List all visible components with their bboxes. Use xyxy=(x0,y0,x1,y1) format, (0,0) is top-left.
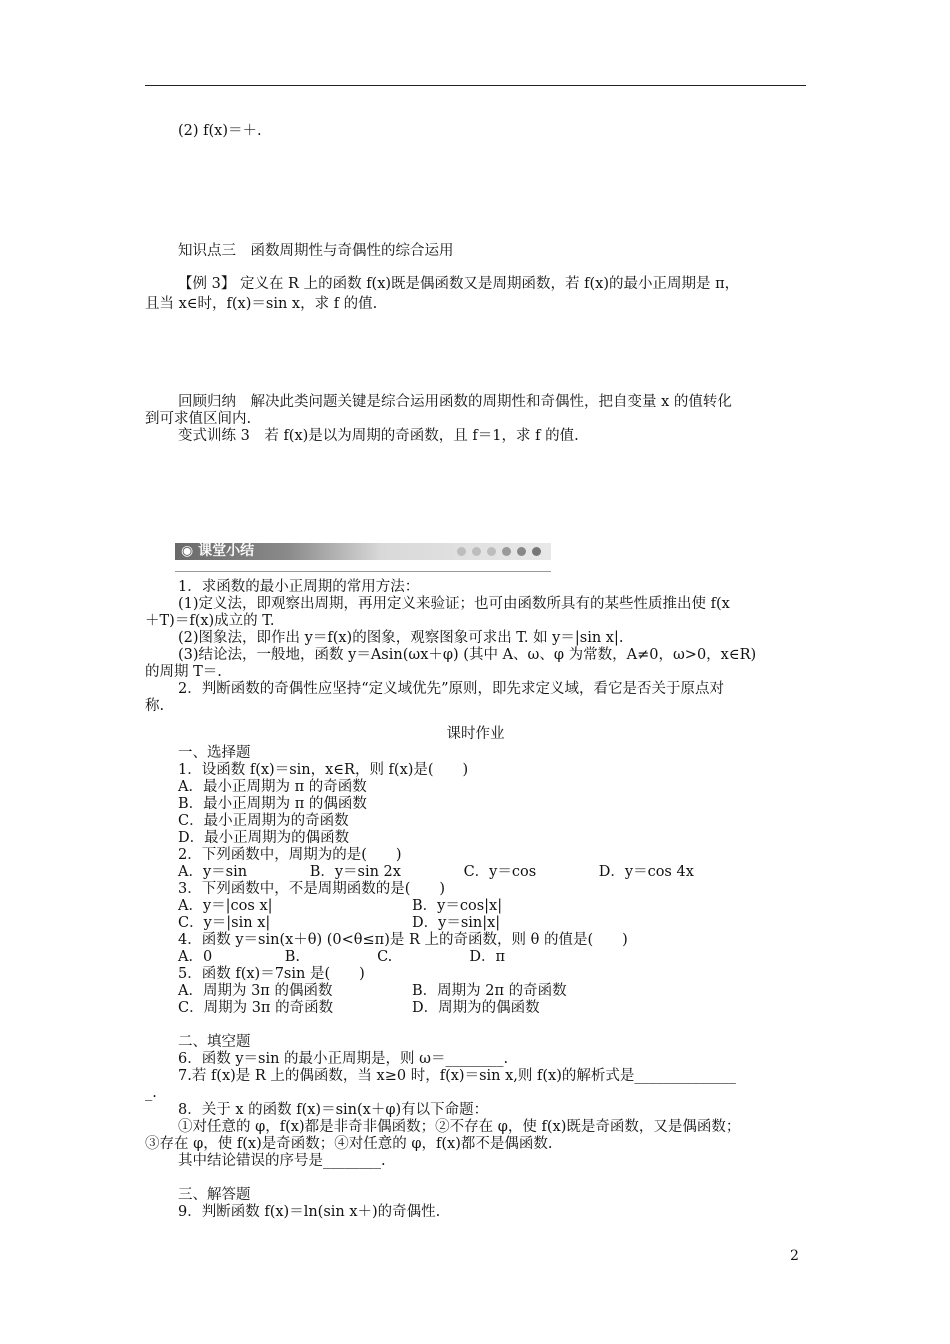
text-line: A．最小正周期为 π 的奇函数 xyxy=(178,779,367,795)
text-line: A．y＝|cos x| xyxy=(178,898,273,914)
banner-dots xyxy=(457,547,541,556)
text-line: D．周期为的偶函数 xyxy=(412,1000,540,1016)
text-line: B．周期为 2π 的奇函数 xyxy=(412,983,567,999)
text-line: 知识点三 函数周期性与奇偶性的综合运用 xyxy=(178,243,454,259)
dot-icon xyxy=(472,547,481,556)
text-line: _. xyxy=(145,1085,157,1101)
text-line: 3．下列函数中，不是周期函数的是( ) xyxy=(178,881,446,897)
text-line: 5．函数 f(x)＝7sin 是( ) xyxy=(178,966,365,982)
text-line: 到可求值区间内. xyxy=(145,411,252,427)
text-line: C．周期为 3π 的奇函数 xyxy=(178,1000,334,1016)
text-line: ③存在 φ，使 f(x)是奇函数；④对任意的 φ，f(x)都不是偶函数. xyxy=(145,1136,553,1152)
header-rule xyxy=(145,85,806,86)
text-line: 其中结论错误的序号是________. xyxy=(178,1153,386,1169)
text-line: A．y＝sin B．y＝sin 2x C．y＝cos D．y＝cos 4x xyxy=(178,864,694,880)
section-banner xyxy=(175,543,551,560)
text-line: 一、选择题 xyxy=(178,745,251,761)
text-line: 1．设函数 f(x)＝sin，x∈R，则 f(x)是( ) xyxy=(178,762,469,778)
text-line: 9．判断函数 f(x)＝ln(sin x＋)的奇偶性. xyxy=(178,1204,441,1220)
text-line: 回顾归纳 解决此类问题关键是综合运用函数的周期性和奇偶性，把自变量 x 的值转化 xyxy=(178,394,732,410)
banner-underline xyxy=(175,571,551,572)
text-line: ①对任意的 φ，f(x)都是非奇非偶函数；②不存在 φ，使 f(x)既是奇函数，又是偶函数； xyxy=(178,1119,741,1135)
text-line: 2．判断函数的奇偶性应坚持“定义域优先”原则，即先求定义域，看它是否关于原点对 xyxy=(178,681,725,697)
text-line: C．y＝|sin x| xyxy=(178,915,271,931)
text-line: B．最小正周期为 π 的偶函数 xyxy=(178,796,367,812)
text-line: A．0 B. C. D．π xyxy=(178,949,506,965)
text-line: 且当 x∈时，f(x)＝sin x，求 f 的值. xyxy=(145,296,378,312)
dot-icon xyxy=(502,547,511,556)
text-line: 的周期 T＝. xyxy=(145,664,222,680)
text-line: B．y＝cos|x| xyxy=(412,898,503,914)
dot-icon xyxy=(517,547,526,556)
text-line: 2．下列函数中，周期为的是( ) xyxy=(178,847,402,863)
text-line: ＋T)＝f(x)成立的 T. xyxy=(145,613,275,629)
text-line: 二、填空题 xyxy=(178,1034,251,1050)
text-line: (2) f(x)＝＋. xyxy=(178,123,262,139)
dot-icon xyxy=(457,547,466,556)
text-line: D．最小正周期为的偶函数 xyxy=(178,830,350,846)
page-number: 2 xyxy=(790,1248,799,1264)
text-line: 三、解答题 xyxy=(178,1187,251,1203)
text-line: (3)结论法，一般地，函数 y＝Asin(ωx＋φ) (其中 A、ω、φ 为常数，A≠0，ω>0，x∈R) xyxy=(178,647,757,663)
dot-icon xyxy=(532,547,541,556)
text-line: C．最小正周期为的奇函数 xyxy=(178,813,349,829)
text-line: 4．函数 y＝sin(x＋θ) (0<θ≤π)是 R 上的奇函数，则 θ 的值是( ) xyxy=(178,932,628,948)
text-line: 8．关于 x 的函数 f(x)＝sin(x＋φ)有以下命题： xyxy=(178,1102,489,1118)
text-line: A．周期为 3π 的偶函数 xyxy=(178,983,333,999)
dot-icon xyxy=(487,547,496,556)
homework-title: 课时作业 xyxy=(446,726,505,742)
text-line: 变式训练 3 若 f(x)是以为周期的奇函数，且 f＝1，求 f 的值. xyxy=(178,428,579,444)
text-line: 6．函数 y＝sin 的最小正周期是，则 ω＝________. xyxy=(178,1051,509,1067)
text-line: 【例 3】 定义在 R 上的函数 f(x)既是偶函数又是周期函数，若 f(x)的最小正周期是 π， xyxy=(178,276,740,292)
text-line: D．y＝sin|x| xyxy=(412,915,501,931)
banner-label: ◉ 课堂小结 xyxy=(181,543,255,559)
text-line: 1．求函数的最小正周期的常用方法： xyxy=(178,579,420,595)
text-line: (1)定义法，即观察出周期，再用定义来验证；也可由函数所具有的某些性质推出使 f(x xyxy=(178,596,730,612)
text-line: 称. xyxy=(145,698,165,714)
text-line: 7.若 f(x)是 R 上的偶函数，当 x≥0 时，f(x)＝sin x,则 f(x)的解析式是______________ xyxy=(178,1068,736,1084)
text-line: (2)图象法，即作出 y＝f(x)的图象，观察图象可求出 T. 如 y＝|sin x|. xyxy=(178,630,624,646)
